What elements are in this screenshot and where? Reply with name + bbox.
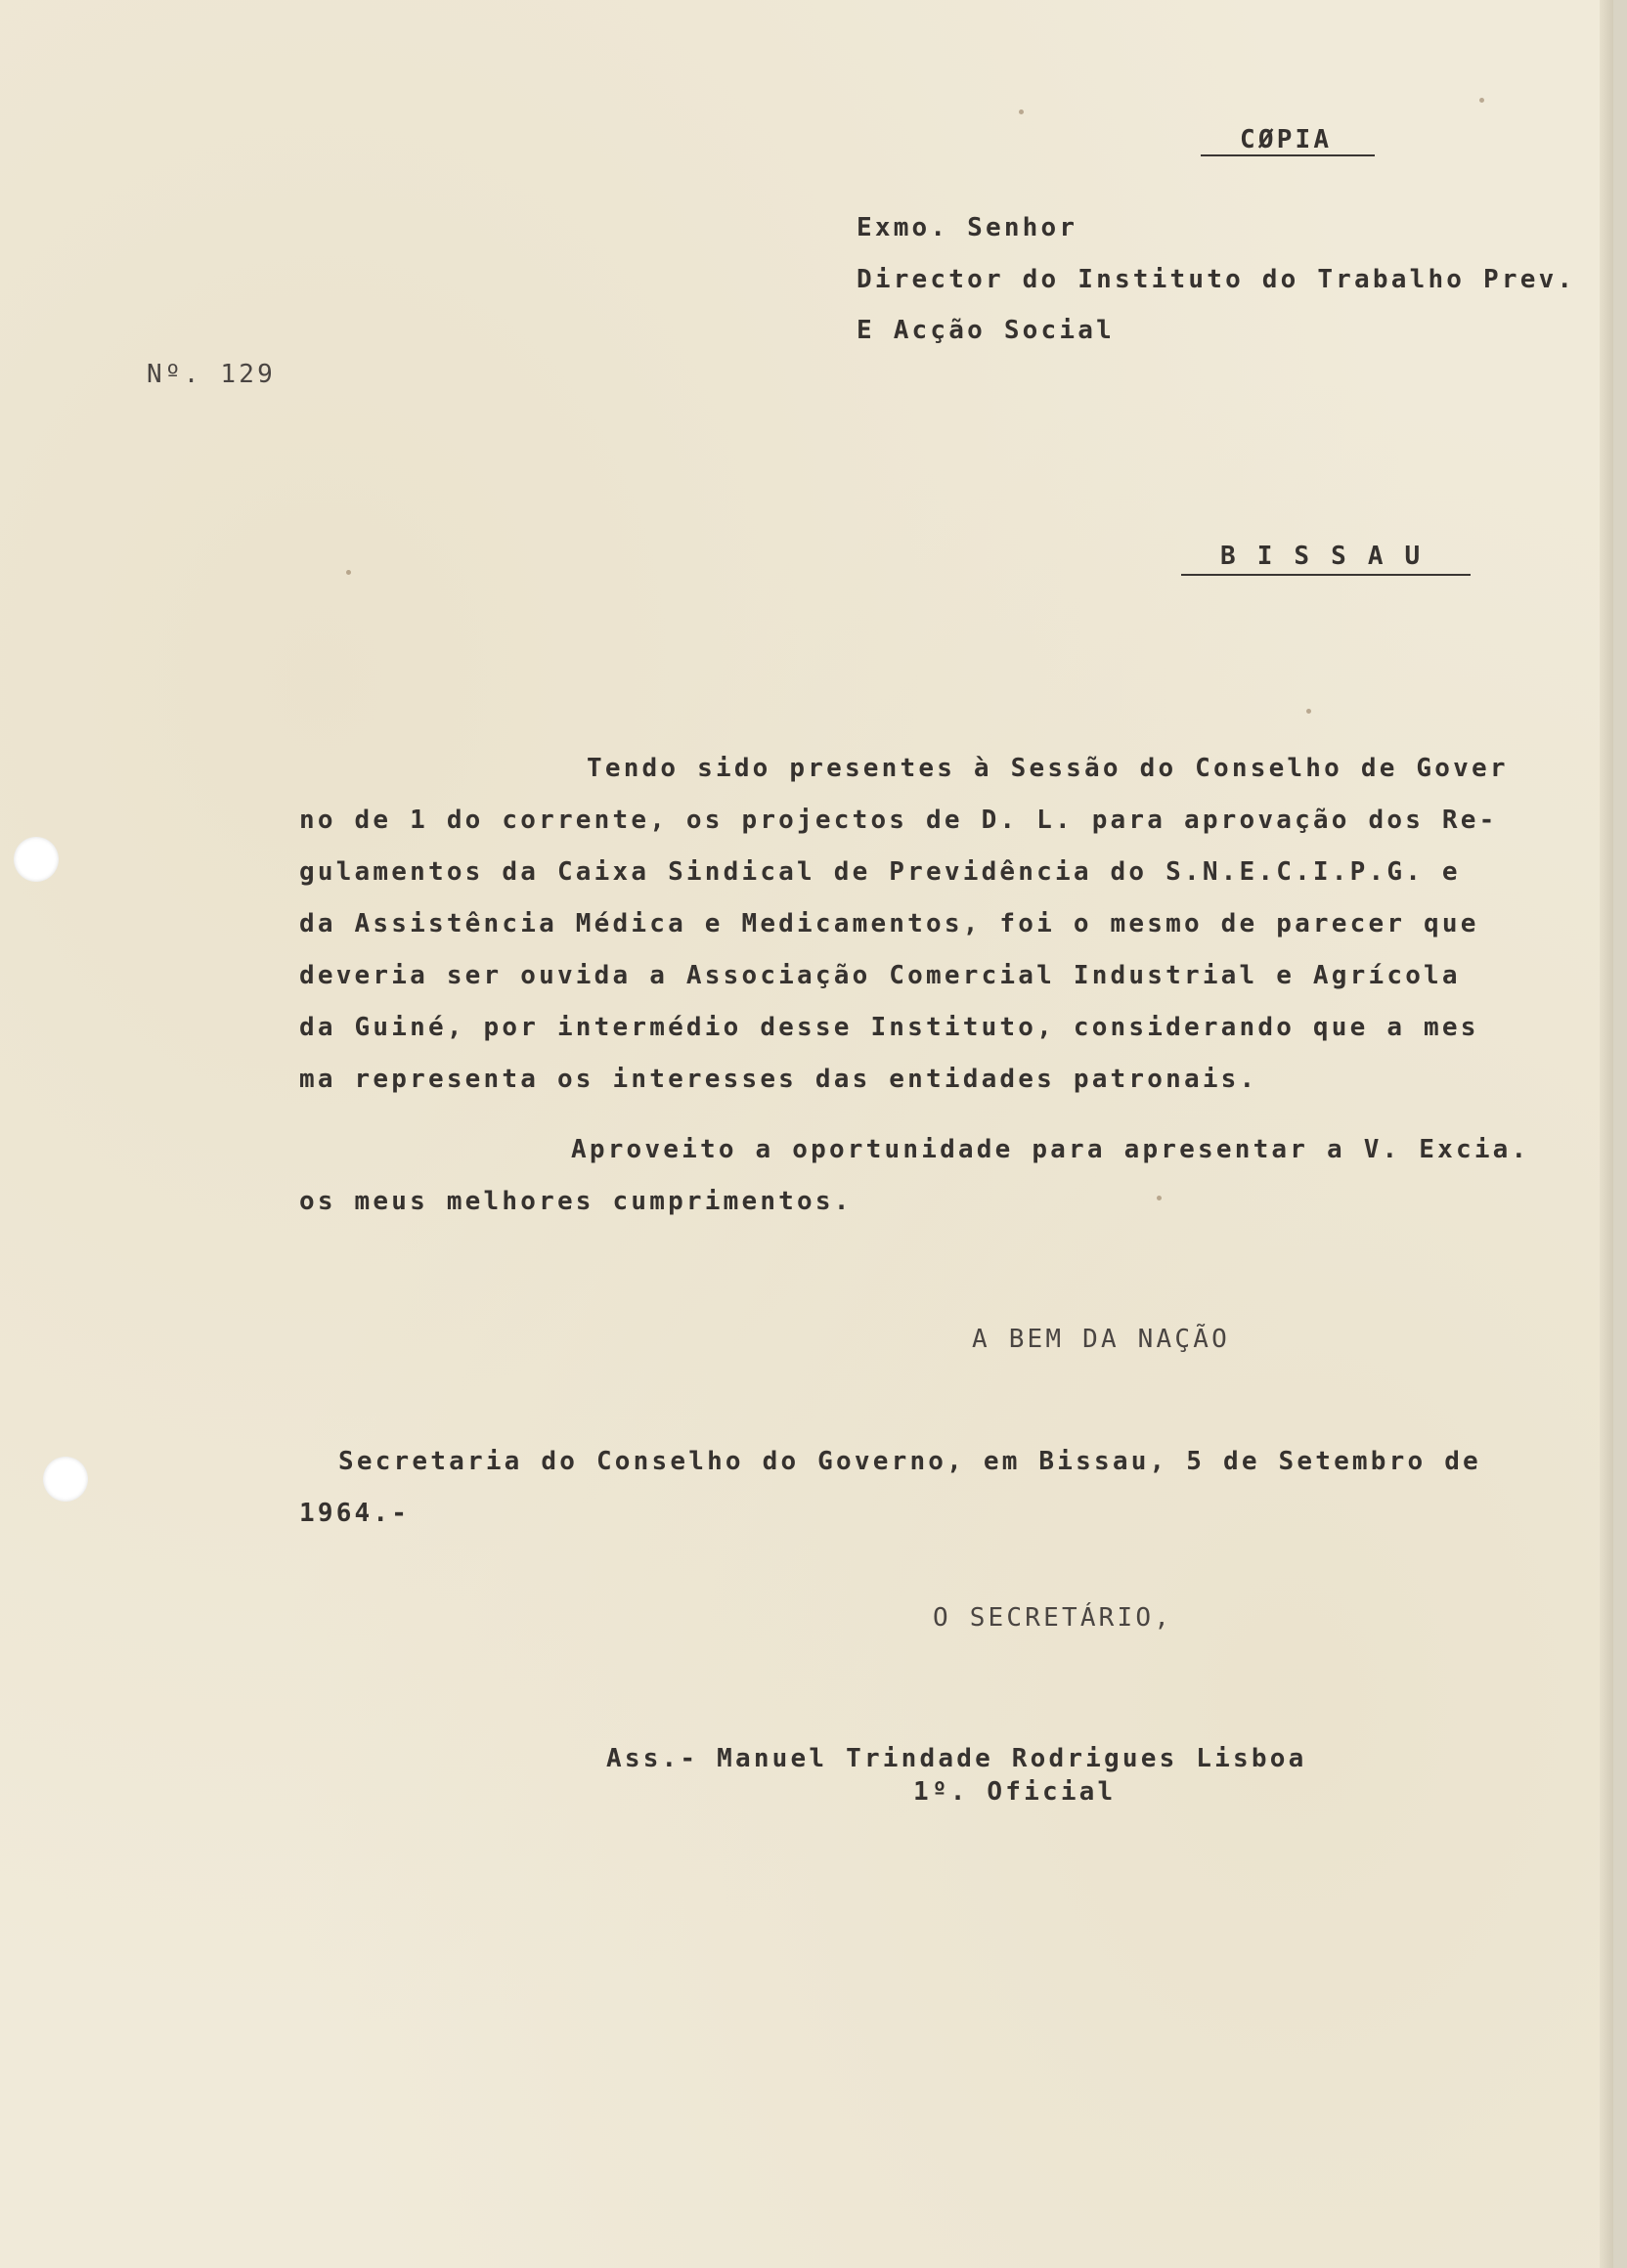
paragraph2-line2: os meus melhores cumprimentos. [299,1187,853,1216]
paragraph1-line6: da Guiné, por intermédio desse Instituto, considerando que a mes [299,1013,1479,1042]
punch-hole-bottom [43,1457,88,1502]
paragraph1-line5: deveria ser ouvida a Associação Comercial Industrial e Agrícola [299,961,1461,990]
reference-number: Nº. 129 [147,360,276,389]
paragraph2-line1: Aproveito a oportunidade para apresentar a V. Excia. [571,1135,1530,1164]
paragraph1-line2: no de 1 do corrente, os projectos de D. L. para aprovação dos Re- [299,806,1498,835]
city-underline [1181,574,1471,576]
copy-label: CØPIA [1240,125,1333,154]
signatory-rank: 1º. Oficial [913,1777,1117,1807]
paragraph1-line7: ma representa os interesses das entidades patronais. [299,1065,1258,1094]
recipient-department: E Acção Social [857,316,1115,345]
recipient-salutation: Exmo. Senhor [857,213,1078,242]
paper-speck [1019,109,1024,114]
copy-label-underline [1201,154,1375,156]
paper-speck [346,570,351,575]
paper-speck [1479,98,1484,103]
paper-speck [1306,709,1311,714]
paragraph1-line1: Tendo sido presentes à Sessão do Conselho de Gover [587,754,1509,783]
place-date-line1: Secretaria do Conselho do Governo, em Bissau, 5 de Setembro de [338,1447,1481,1476]
place-date-line2: 1964.- [299,1499,411,1528]
signatory-title: O SECRETÁRIO, [933,1603,1173,1633]
closing-motto: A BEM DA NAÇÃO [972,1325,1230,1354]
page-edge [1600,0,1613,2268]
recipient-title: Director do Instituto do Trabalho Prev. [857,265,1576,294]
paragraph1-line3: gulamentos da Caixa Sindical de Previdência do S.N.E.C.I.P.G. e [299,857,1461,887]
punch-hole-top [14,837,59,882]
paragraph1-line4: da Assistência Médica e Medicamentos, foi o mesmo de parecer que [299,909,1479,938]
paper-speck [1157,1196,1162,1200]
signature-line: Ass.- Manuel Trindade Rodrigues Lisboa [606,1744,1307,1773]
city-heading: B I S S A U [1220,542,1424,571]
